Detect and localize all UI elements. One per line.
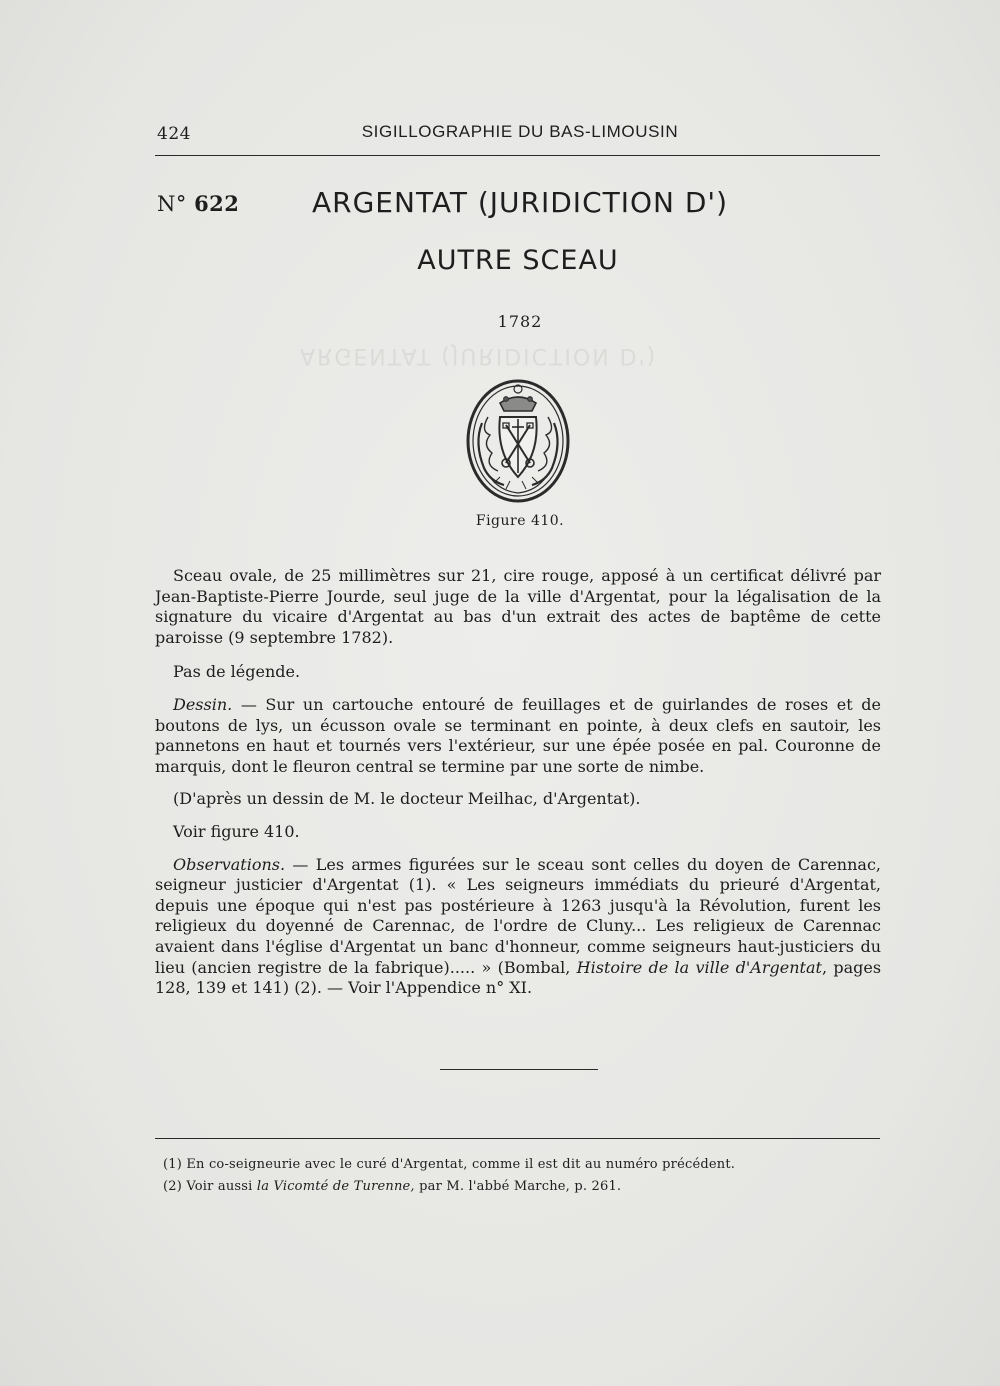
drawing-paragraph (155, 695, 881, 777)
section-separator (440, 1069, 598, 1070)
entry-number-value: 622 (194, 191, 240, 216)
drawing-label: Dessin. (173, 694, 233, 714)
observations-text-a: — Les armes figurées sur le sceau sont celles du doyen de Carennac, seigneur justicier d'Argentat (1). « Les seigneurs immédiats du prieuré d'Argentat, depuis une époque qui n'est pas postérieure à 1263 jusqu'à la Révolution, furent les religieux du doyenné de Carennac, de l'ordre de Cluny... Les religieux de Carennac avaient dans l'église d'Argentat un banc d'honneur, comme seigneurs haut-justiciers du lieu (ancien registre de la fabrique)..... » (Bombal, (155, 854, 881, 977)
source-paragraph: (D'après un dessin de M. le docteur Meilhac, d'Argentat). (173, 789, 641, 809)
page-number: 424 (157, 124, 191, 144)
footnote-rule (155, 1138, 880, 1139)
footnotes (163, 1154, 883, 1198)
footnote-2-book-title: la Vicomté de Turenne, (256, 1179, 415, 1194)
observations-paragraph (155, 855, 881, 999)
entry-body (155, 566, 881, 1011)
footnote-2-text-a: (2) Voir aussi (163, 1179, 257, 1194)
footnote-2 (163, 1176, 883, 1198)
observations-book-title: Histoire de la ville d'Argentat (576, 957, 822, 977)
entry-subtitle: AUTRE SCEAU (417, 245, 619, 276)
drawing-text: — Sur un cartouche entouré de feuillages et de guirlandes de roses et de boutons de lys, un écusson ovale se terminant en pointe, à deux clefs en sautoir, les pannetons en haut et tournés vers l'extérieur, sur une épée posée en pal. Couronne de marquis, dont le fleuron central se termine par une sorte de nimbe. (155, 694, 881, 776)
entry-number (157, 191, 239, 216)
observations-text-b: , pages 128, 139 et 141) (2). — Voir l'Appendice n° XI. (155, 957, 882, 998)
see-figure-paragraph: Voir figure 410. (173, 821, 300, 841)
legend-paragraph: Pas de légende. (173, 662, 301, 682)
running-title: SIGILLOGRAPHIE DU BAS-LIMOUSIN (361, 122, 679, 141)
figure-caption: Figure 410. (475, 513, 565, 529)
seal-illustration (460, 373, 580, 508)
entry-number-prefix: N° (157, 192, 195, 216)
observations-label: Observations. (173, 854, 286, 874)
description-paragraph: Sceau ovale, de 25 millimètres sur 21, cire rouge, apposé à un certificat délivré par Jean-Baptiste-Pierre Jourde, seul juge de la ville d'Argentat, pour la légalisation de la signature du vicaire d'Argentat au bas d'un extrait des actes de baptême de cette paroisse (9 septembre 1782). (155, 566, 881, 647)
entry-year: 1782 (497, 312, 543, 331)
header-rule (155, 155, 880, 156)
footnote-2-text-b: par M. l'abbé Marche, p. 261. (414, 1179, 622, 1194)
footnote-1: (1) En co-seigneurie avec le curé d'Argentat, comme il est dit au numéro précédent. (163, 1157, 736, 1172)
bleed-through-text: ARGENTAT (JURIDICTION D') (300, 343, 658, 368)
entry-title: ARGENTAT (JURIDICTION D') (312, 186, 729, 219)
